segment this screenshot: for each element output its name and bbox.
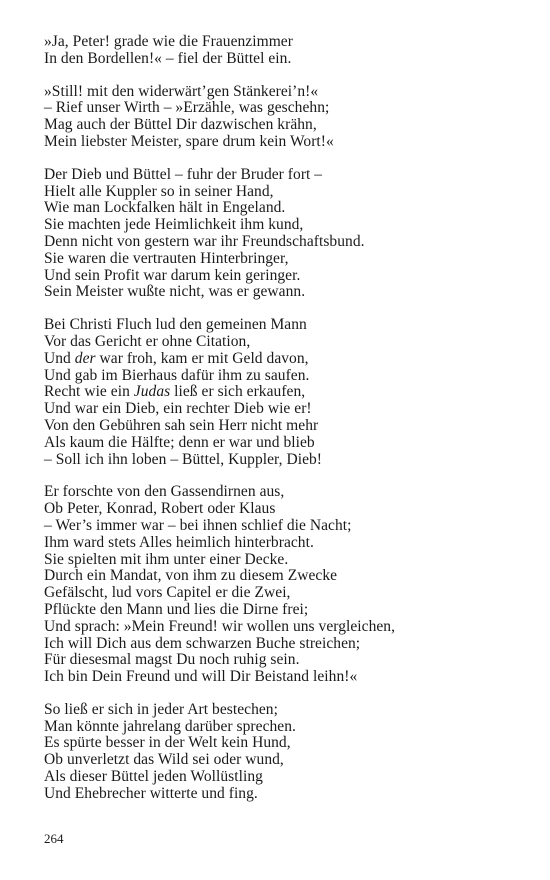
verse-line: Von den Gebühren sah sein Herr nicht mehr bbox=[44, 416, 319, 434]
verse-text: Recht wie ein bbox=[44, 383, 134, 401]
verse-line: Sie machten jede Heimlichkeit ihm kund, bbox=[44, 216, 304, 234]
verse-line: Wie man Lockfalken hält in Engeland. bbox=[44, 199, 286, 217]
emphasized-word: Judas bbox=[133, 383, 171, 401]
verse-line: Sie waren die vertrauten Hinterbringer, bbox=[44, 249, 289, 267]
page-number: 264 bbox=[44, 831, 64, 846]
poem-text bbox=[44, 34, 524, 819]
verse-line: Pflückte den Mann und lies die Dirne frei; bbox=[44, 600, 309, 618]
verse-line: Man könnte jahrelang darüber sprechen. bbox=[44, 717, 296, 735]
verse-line: Für diesesmal magst Du noch ruhig sein. bbox=[44, 651, 300, 669]
verse-line: – Wer’s immer war – bei ihnen schlief die Nacht; bbox=[44, 516, 352, 534]
stanza bbox=[44, 84, 524, 151]
verse-text: Und bbox=[44, 349, 75, 367]
stanza bbox=[44, 317, 524, 468]
verse-line: Gefälscht, lud vors Capitel er die Zwei, bbox=[44, 584, 291, 602]
verse-line: Bei Christi Fluch lud den gemeinen Mann bbox=[44, 316, 307, 334]
stanza bbox=[44, 34, 524, 68]
verse-line: Und gab im Bierhaus dafür ihm zu saufen. bbox=[44, 366, 310, 384]
verse-text: war froh, kam er mit Geld davon, bbox=[95, 349, 309, 367]
verse-line: Er forschte von den Gassendirnen aus, bbox=[44, 483, 285, 501]
verse-line: Denn nicht von gestern war ihr Freundschaftsbund. bbox=[44, 232, 365, 250]
stanza bbox=[44, 484, 524, 686]
verse-line: Hielt alle Kuppler so in seiner Hand, bbox=[44, 182, 274, 200]
verse-line: Mein liebster Meister, spare drum kein Wort!« bbox=[44, 132, 334, 150]
verse-line bbox=[44, 351, 524, 368]
verse-line: Und war ein Dieb, ein rechter Dieb wie er! bbox=[44, 400, 312, 418]
verse-line: Und Ehebrecher witterte und fing. bbox=[44, 784, 258, 802]
stanza bbox=[44, 702, 524, 803]
verse-line: Ich will Dich aus dem schwarzen Buche streichen; bbox=[44, 634, 361, 652]
verse-line: In den Bordellen!« – fiel der Büttel ein. bbox=[44, 49, 292, 67]
verse-line: Durch ein Mandat, von ihm zu diesem Zwecke bbox=[44, 567, 338, 585]
verse-text: ließ er sich erkaufen, bbox=[170, 383, 306, 401]
verse-line: »Still! mit den widerwärt’gen Stänkerei’n!« bbox=[44, 82, 319, 100]
verse-line: Und sprach: »Mein Freund! wir wollen uns vergleichen, bbox=[44, 617, 396, 635]
verse-line: – Soll ich ihn loben – Büttel, Kuppler, Dieb! bbox=[44, 450, 323, 468]
verse-line: Ihm ward stets Alles heimlich hinterbracht. bbox=[44, 533, 314, 551]
verse-line: Der Dieb und Büttel – fuhr der Bruder fort – bbox=[44, 165, 323, 183]
verse-line: Ich bin Dein Freund und will Dir Beistand leihn!« bbox=[44, 668, 358, 686]
verse-line: Als kaum die Hälfte; denn er war und blieb bbox=[44, 433, 315, 451]
verse-line: Als dieser Büttel jeden Wollüstling bbox=[44, 768, 263, 786]
verse-line: Ob Peter, Konrad, Robert oder Klaus bbox=[44, 500, 276, 518]
verse-line: Sie spielten mit ihm unter einer Decke. bbox=[44, 550, 289, 568]
verse-line: Sein Meister wußte nicht, was er gewann. bbox=[44, 283, 306, 301]
emphasized-word: der bbox=[74, 349, 96, 367]
verse-line: Ob unverletzt das Wild sei oder wund, bbox=[44, 751, 284, 769]
verse-line: So ließ er sich in jeder Art bestechen; bbox=[44, 700, 278, 718]
verse-line: Mag auch der Büttel Dir dazwischen krähn, bbox=[44, 116, 317, 134]
verse-line: Vor das Gericht er ohne Citation, bbox=[44, 332, 251, 350]
verse-line: »Ja, Peter! grade wie die Frauenzimmer bbox=[44, 33, 293, 50]
verse-line bbox=[44, 384, 524, 401]
verse-line: – Rief unser Wirth – »Erzähle, was geschehn; bbox=[44, 99, 330, 117]
verse-line: Es spürte besser in der Welt kein Hund, bbox=[44, 734, 291, 752]
stanza bbox=[44, 167, 524, 301]
verse-line: Und sein Profit war darum kein geringer. bbox=[44, 266, 301, 284]
